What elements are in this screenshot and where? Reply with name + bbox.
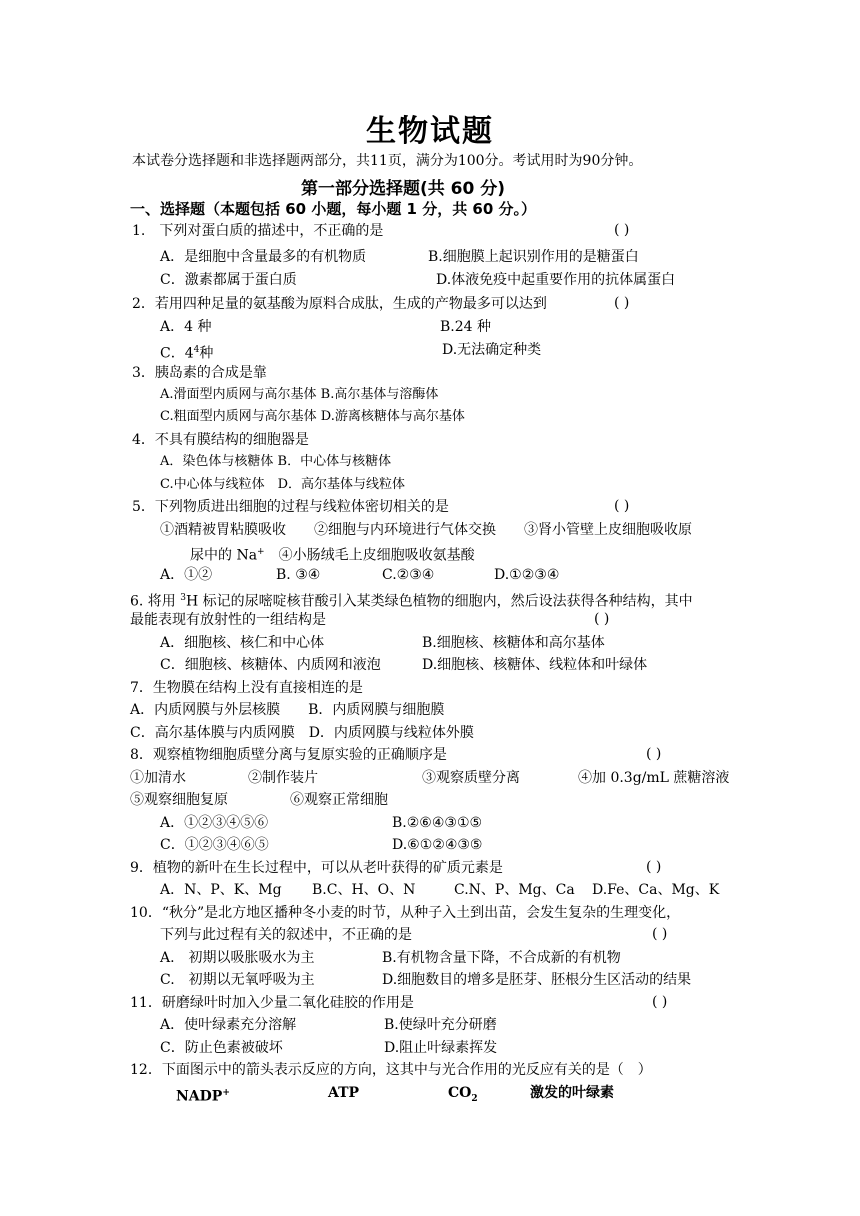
answer-paren: ( )	[614, 222, 630, 238]
question-12-stem: 12．下面图示中的箭头表示反应的方向，这其中与光合作用的光反应有关的是（ ）	[130, 1062, 652, 1078]
label-text: CO	[448, 1085, 472, 1101]
question-1-option-c: C．激素都属于蛋白质	[160, 272, 297, 288]
charge-superscript: +	[222, 1088, 230, 1098]
question-5-option-b: B. ③④	[276, 567, 321, 583]
question-8-step-1: ①加清水	[130, 770, 186, 786]
question-11-stem: 11．研磨绿叶时加入少量二氧化硅胶的作用是	[130, 995, 414, 1011]
question-6-option-b: B.细胞核、核糖体和高尔基体	[422, 635, 605, 651]
stem-text: 6. 将用	[130, 593, 181, 610]
question-6-option-c: C．细胞核、核糖体、内质网和液泡	[160, 657, 381, 673]
question-8-option-a: A．①②③④⑤⑥	[160, 815, 269, 831]
charge-superscript: +	[257, 547, 265, 557]
question-10-option-c: C. 初期以无氧呼吸为主	[160, 972, 315, 988]
question-1-option-a: A．是细胞中含量最多的有机物质	[160, 249, 367, 265]
diagram-label-co2	[448, 1084, 478, 1108]
question-4-options-ab: A．染色体与核糖体 B．中心体与核糖体	[160, 454, 392, 469]
question-10-stem-line-1: 10．“秋分”是北方地区播种冬小麦的时节，从种子入土到出苗，会发生复杂的生理变化，	[130, 905, 681, 921]
diagram-label-atp: ATP	[328, 1085, 360, 1101]
stem-text: H 标记的尿嘧啶核苷酸引入某类绿色植物的细胞内，然后设法获得各种结构，其中	[186, 593, 693, 610]
question-7-options-cd: C．高尔基体膜与内质网膜 D．内质网膜与线粒体外膜	[130, 725, 474, 741]
question-1-option-b: B.细胞膜上起识别作用的是糖蛋白	[428, 249, 639, 265]
question-10-option-b: B.有机物含量下降，不合成新的有机物	[382, 950, 621, 966]
question-8-step-6: ⑥观察正常细胞	[290, 792, 388, 808]
question-3-stem: 3．胰岛素的合成是靠	[132, 365, 267, 381]
question-6-stem-line-2: 最能表现有放射性的一组结构是	[130, 612, 326, 628]
question-8-step-4: ④加 0.3g/mL 蔗糖溶液	[578, 770, 730, 786]
answer-paren: ( )	[594, 611, 610, 627]
label-text: NADP	[176, 1088, 223, 1105]
question-2-stem: 2．若用四种足量的氨基酸为原料合成肽，生成的产物最多可以达到	[132, 296, 547, 312]
isotope-superscript: 3	[180, 593, 186, 603]
question-8-step-5: ⑤观察细胞复原	[130, 792, 228, 808]
diagram-label-nadp	[176, 1084, 230, 1106]
answer-paren: ( )	[652, 994, 668, 1010]
question-8-step-2: ②制作装片	[248, 770, 318, 786]
question-2-option-d: D.无法确定种类	[442, 342, 542, 358]
answer-paren: ( )	[614, 295, 630, 311]
question-11-option-a: A．使叶绿素充分溶解	[160, 1017, 297, 1033]
question-1-stem: 1. 下列对蛋白质的描述中，不正确的是	[132, 223, 384, 239]
exam-intro: 本试卷分选择题和非选择题两部分，共11页，满分为100分。考试用时为90分钟。	[132, 153, 643, 169]
question-7-stem: 7．生物膜在结构上没有直接相连的是	[130, 680, 363, 696]
question-5-option-c: C.②③④	[382, 567, 435, 583]
page-title: 生物试题	[366, 114, 494, 149]
question-9-option-b: B.C、H、O、N	[312, 882, 416, 898]
question-5-statements-line-1: ①酒精被胃粘膜吸收 ②细胞与内环境进行气体交换 ③肾小管壁上皮细胞吸收原	[160, 522, 692, 538]
question-5-stem: 5．下列物质进出细胞的过程与线粒体密切相关的是	[132, 499, 449, 515]
part-heading: 第一部分选择题(共 60 分)	[300, 179, 506, 199]
question-8-step-3: ③观察质壁分离	[422, 770, 520, 786]
option-c-base: C．4	[160, 345, 194, 362]
answer-paren: ( )	[652, 926, 668, 942]
question-5-option-a: A．①②	[160, 567, 213, 583]
statement-text: 尿中的 Na	[190, 547, 258, 564]
question-6-stem-line-1	[130, 589, 693, 611]
option-c-tail: 种	[199, 345, 214, 362]
exponent: 4	[193, 345, 200, 355]
question-5-statements-line-2	[190, 543, 475, 565]
question-4-options-cd: C.中心体与线粒体 D．高尔基体与线粒体	[160, 477, 406, 492]
question-8-stem: 8．观察植物细胞质壁分离与复原实验的正确顺序是	[130, 747, 447, 763]
subscript: 2	[471, 1093, 478, 1104]
answer-paren: ( )	[646, 859, 662, 875]
question-2-option-c	[160, 341, 213, 363]
section-heading: 一、选择题（本题包括 60 小题，每小题 1 分，共 60 分。）	[130, 200, 537, 218]
question-5-option-d: D.①②③④	[494, 567, 560, 583]
question-10-stem-line-2: 下列与此过程有关的叙述中，不正确的是	[160, 927, 412, 943]
question-8-option-c: C．①②③④⑥⑤	[160, 837, 269, 853]
question-11-option-b: B.使绿叶充分研磨	[384, 1017, 497, 1033]
question-10-option-a: A. 初期以吸胀吸水为主	[160, 950, 315, 966]
answer-paren: ( )	[646, 746, 662, 762]
question-9-option-c: C.N、P、Mg、Ca	[454, 882, 575, 898]
question-3-options-cd: C.粗面型内质网与高尔基体 D.游离核糖体与高尔基体	[160, 409, 465, 424]
question-8-option-d: D.⑥①②④③⑤	[392, 837, 483, 853]
question-7-options-ab: A．内质网膜与外层核膜 B．内质网膜与细胞膜	[130, 702, 445, 718]
question-6-option-d: D.细胞核、核糖体、线粒体和叶绿体	[422, 657, 648, 673]
question-11-option-d: D.阻止叶绿素挥发	[384, 1040, 498, 1056]
question-10-option-d: D.细胞数目的增多是胚芽、胚根分生区活动的结果	[382, 972, 692, 988]
question-9-option-a: A．N、P、K、Mg	[160, 882, 282, 898]
question-4-stem: 4．不具有膜结构的细胞器是	[132, 432, 309, 448]
question-9-option-d: D.Fe、Ca、Mg、K	[592, 882, 720, 898]
question-11-option-c: C．防止色素被破坏	[160, 1040, 283, 1056]
question-8-option-b: B.②⑥④③①⑤	[392, 815, 483, 831]
question-6-option-a: A．细胞核、核仁和中心体	[160, 635, 325, 651]
question-3-options-ab: A.滑面型内质网与高尔基体 B.高尔基体与溶酶体	[160, 387, 439, 402]
question-1-option-d: D.体液免疫中起重要作用的抗体属蛋白	[436, 272, 676, 288]
statement-text: ④小肠绒毛上皮细胞吸收氨基酸	[264, 547, 475, 564]
question-2-option-b: B.24 种	[440, 319, 492, 335]
question-2-option-a: A．4 种	[160, 319, 212, 335]
answer-paren: ( )	[614, 498, 630, 514]
diagram-label-excited-chlorophyll: 激发的叶绿素	[530, 1085, 614, 1101]
question-9-stem: 9．植物的新叶在生长过程中，可以从老叶获得的矿质元素是	[130, 860, 503, 876]
